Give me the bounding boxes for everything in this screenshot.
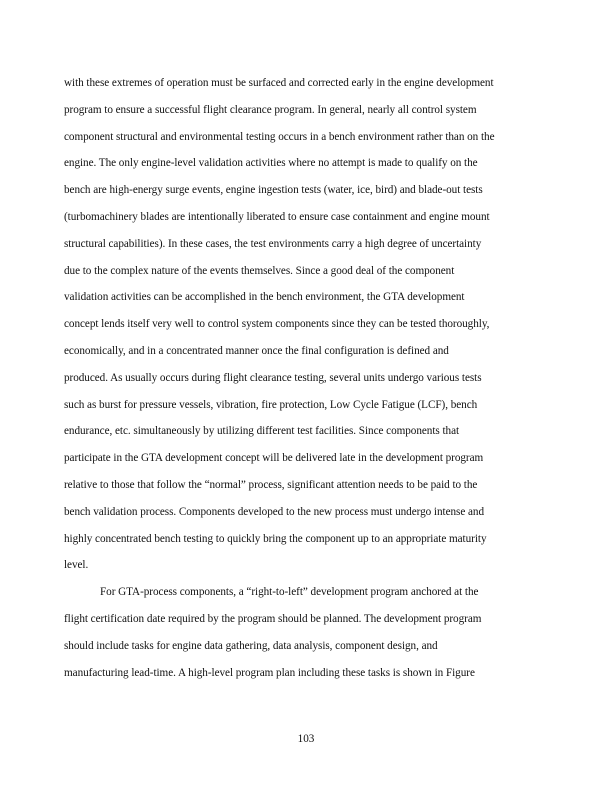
- text-line: with these extremes of operation must be surfaced and corrected early in the engine development: [64, 77, 494, 89]
- text-line: economically, and in a concentrated manner once the final configuration is defined and: [64, 344, 449, 357]
- text-line: component structural and environmental testing occurs in a bench environment rather than on the: [64, 130, 495, 143]
- text-line: bench validation process. Components developed to the new process must undergo intense and: [64, 505, 485, 518]
- paragraph-first-line: For GTA-process components, a “right-to-left” development program anchored at the: [100, 586, 479, 599]
- text-line: endurance, etc. simultaneously by utilizing different test facilities. Since components that: [64, 425, 460, 438]
- text-line: participate in the GTA development concept will be delivered late in the development program: [64, 452, 484, 465]
- text-line: manufacturing lead-time. A high-level program plan including these tasks is shown in Figure: [64, 666, 475, 679]
- text-line: should include tasks for engine data gathering, data analysis, component design, and: [64, 639, 438, 652]
- text-line: engine. The only engine-level validation activities where no attempt is made to qualify on the: [64, 157, 478, 170]
- page-number: 103: [297, 733, 315, 745]
- text-line: such as burst for pressure vessels, vibration, fire protection, Low Cycle Fatigue (LCF), bench: [64, 398, 478, 411]
- text-line: validation activities can be accomplished in the bench environment, the GTA development: [64, 291, 465, 304]
- text-line: level.: [64, 559, 89, 572]
- text-line: highly concentrated bench testing to quickly bring the component up to an appropriate maturity: [64, 532, 487, 545]
- text-line: structural capabilities). In these cases, the test environments carry a high degree of uncertainty: [64, 237, 482, 250]
- text-line: concept lends itself very well to control system components since they can be tested thoroughly,: [64, 318, 490, 331]
- text-line: (turbomachinery blades are intentionally liberated to ensure case containment and engine mount: [64, 210, 490, 223]
- text-line: produced. As usually occurs during flight clearance testing, several units undergo various tests: [64, 371, 482, 384]
- text-line: due to the complex nature of the events themselves. Since a good deal of the component: [64, 264, 455, 277]
- text-line: flight certification date required by the program should be planned. The development program: [64, 612, 482, 625]
- text-line: program to ensure a successful flight clearance program. In general, nearly all control system: [64, 103, 477, 116]
- text-line: relative to those that follow the “normal” process, significant attention needs to be paid to the: [64, 478, 478, 491]
- text-line: bench are high-energy surge events, engine ingestion tests (water, ice, bird) and blade-out tests: [64, 184, 483, 197]
- body-text: [64, 70, 564, 686]
